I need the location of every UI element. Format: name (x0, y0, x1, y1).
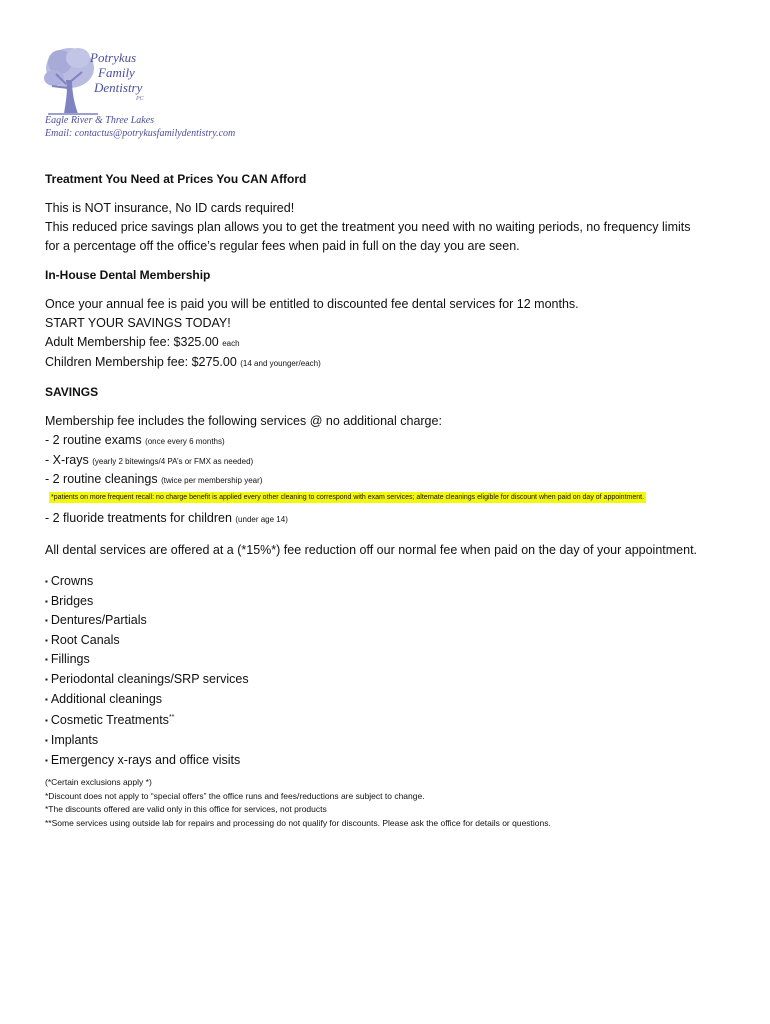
list-item (45, 650, 735, 670)
footnotes (45, 776, 735, 830)
recall-note (45, 489, 735, 503)
bullet-icon: ▪ (45, 755, 48, 765)
child-fee-label: Children Membership fee: $275.00 (45, 355, 237, 369)
list-item (45, 709, 735, 731)
list-item (45, 592, 735, 612)
cleaning-note: (twice per membership year) (161, 476, 263, 485)
highlighted-recall-note: *patients on more frequent recall: no charge benefit is applied every other cleaning to correspond with exam services; alternate cleanings eligible for discount when paid on day of appointment. (51, 494, 645, 501)
page-headline: Treatment You Need at Prices You CAN Afford (45, 172, 307, 186)
bullet-icon: ▪ (45, 635, 48, 645)
email-link[interactable]: Email: contactus@potrykusfamilydentistry.com (45, 128, 236, 139)
list-item (45, 690, 735, 710)
service-dentures: Dentures/Partials (50, 613, 147, 628)
fluoride-note: (under age 14) (235, 515, 288, 524)
main-content (45, 170, 735, 830)
bullet-icon: ▪ (45, 716, 48, 726)
cleaning-label: - 2 routine cleanings (45, 472, 158, 486)
membership-heading: In-House Dental Membership (45, 268, 211, 282)
locations: Eagle River & Three Lakes (45, 115, 155, 126)
practice-name-line2: Family (98, 65, 135, 80)
footnote: *Discount does not apply to “special offers” the office runs and fees/reductions are subject to change. (45, 790, 425, 801)
bullet-icon: ▪ (45, 577, 48, 586)
child-fee (45, 353, 735, 373)
services-list (45, 572, 735, 770)
exam-item (45, 431, 735, 451)
fluoride-item (45, 509, 735, 529)
footnote: (*Certain exclusions apply *) (45, 777, 152, 788)
exam-note: (once every 6 months) (145, 437, 225, 446)
xray-item (45, 451, 735, 471)
savings-heading: SAVINGS (45, 385, 99, 399)
practice-logo (42, 44, 172, 116)
adult-fee-label: Adult Membership fee: $325.00 (45, 335, 219, 349)
contact-info (45, 114, 235, 140)
cleaning-item (45, 471, 735, 489)
service-implants: Implants (50, 732, 99, 747)
intro-line-2: This reduced price savings plan allows you to get the treatment you need with no waiting periods, no frequency limits (45, 220, 691, 234)
service-periodontal: Periodontal cleanings/SRP services (50, 671, 249, 686)
practice-name-line3: Dentistry (94, 80, 143, 95)
list-item (45, 631, 735, 651)
xray-label: - X-rays (45, 453, 89, 467)
list-item (45, 731, 735, 751)
list-item (45, 670, 735, 690)
child-fee-suffix: (14 and younger/each) (240, 359, 321, 368)
bullet-icon: ▪ (45, 694, 48, 704)
bullet-icon: ▪ (45, 655, 48, 665)
xray-note: (yearly 2 bitewings/4 PA’s or FMX as needed) (92, 457, 254, 466)
cosmetic-footnote-mark: ** (168, 714, 175, 722)
membership-line-2: START YOUR SAVINGS TODAY! (45, 316, 231, 330)
list-item (45, 572, 735, 592)
savings-intro: Membership fee includes the following services @ no additional charge: (45, 414, 442, 428)
adult-fee (45, 333, 735, 353)
bullet-icon: ▪ (45, 596, 48, 606)
service-crowns: Crowns (50, 574, 94, 588)
practice-name-line1: Potrykus (90, 50, 137, 65)
exam-label: - 2 routine exams (45, 433, 142, 447)
intro-line-1: This is NOT insurance, No ID cards required! (45, 201, 295, 215)
adult-fee-suffix: each (222, 339, 240, 348)
footnote: *The discounts offered are valid only in this office for services, not products (45, 804, 327, 815)
membership-line-1: Once your annual fee is paid you will be entitled to discounted fee dental services for 12 months. (45, 297, 579, 311)
service-additional-cleanings: Additional cleanings (50, 691, 163, 706)
service-cosmetic: Cosmetic Treatments (50, 713, 169, 728)
list-item (45, 611, 735, 631)
fluoride-label: - 2 fluoride treatments for children (45, 511, 232, 525)
practice-suffix: PC (136, 96, 144, 102)
footnote: **Some services using outside lab for repairs and processing do not qualify for discounts. Please ask the office for details or questions. (45, 817, 551, 828)
practice-name (90, 50, 142, 95)
bullet-icon: ▪ (45, 674, 48, 684)
service-emergency: Emergency x-rays and office visits (50, 752, 241, 767)
service-fillings: Fillings (50, 652, 90, 667)
bullet-icon: ▪ (45, 735, 48, 745)
service-root-canals: Root Canals (50, 632, 120, 647)
bullet-icon: ▪ (45, 616, 48, 626)
discount-statement: All dental services are offered at a (*15%*) fee reduction off our normal fee when paid on the day of your appointment. (45, 543, 698, 557)
intro-line-3: for a percentage off the office’s regular fees when paid in full on the day you are seen. (45, 239, 520, 253)
service-bridges: Bridges (50, 593, 94, 608)
list-item (45, 751, 735, 771)
